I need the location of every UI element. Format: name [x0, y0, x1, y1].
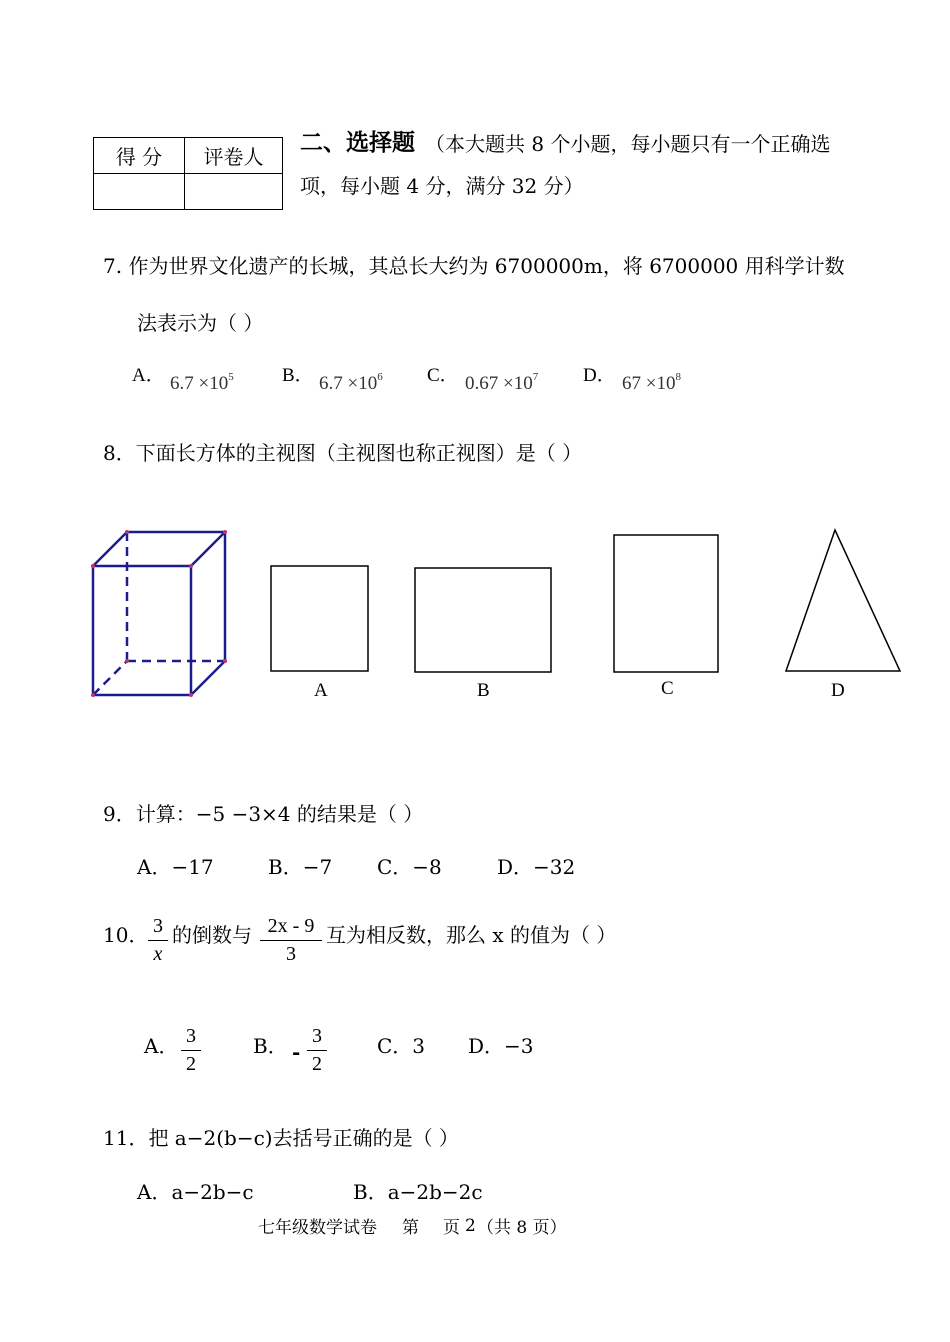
q11-option-a: A．a−2b−c: [137, 1180, 254, 1204]
q7-option-a-label: A．: [132, 365, 165, 386]
q10-fraction-2: 2x - 9 3: [260, 915, 322, 966]
q8-label-c: C: [661, 678, 674, 699]
q8-label-b: B: [477, 680, 490, 701]
q10-option-b-label: B．: [253, 1034, 288, 1058]
section-desc-2: 项，每小题 4 分，满分 32 分）: [300, 174, 584, 198]
q8-label-d: D: [831, 680, 845, 701]
q7-option-b-value: $6.7 \times 10^6$: [319, 371, 383, 394]
q8-shape-c: [614, 535, 718, 672]
q10-option-b-fraction: 3 2: [307, 1025, 327, 1076]
q10-option-d: D．−3: [468, 1034, 534, 1058]
q10-option-b-sign: -: [292, 1040, 301, 1064]
footer-title: 七年级数学试卷: [258, 1218, 377, 1238]
q11-option-b: B．a−2b−2c: [353, 1180, 483, 1204]
q7-text-line2: 法表示为（ ）: [137, 311, 264, 335]
section-title: 二、选择题: [300, 130, 415, 156]
q10-fraction-1: 3 x: [148, 915, 168, 966]
q7-option-b-label: B．: [282, 365, 314, 386]
q7-option-d-label: D．: [583, 365, 616, 386]
q7-option-d-value: $67 \times 10^8$: [622, 371, 681, 394]
q8-shape-b: [415, 568, 551, 672]
q9-text: 9．计算：−5 −3×4 的结果是（ ）: [103, 802, 424, 826]
q10-text-mid: 的倒数与: [172, 923, 252, 947]
q7-option-c-label: C．: [427, 365, 459, 386]
score-header: 得 分: [94, 138, 185, 174]
grader-header: 评卷人: [185, 138, 283, 174]
q10-text-tail: 互为相反数，那么 x 的值为（ ）: [326, 923, 617, 947]
section-desc-1: （本大题共 8 个小题，每小题只有一个正确选: [425, 132, 831, 156]
q9-option-b: B．−7: [268, 855, 333, 879]
q10-option-c: C．3: [377, 1034, 426, 1058]
footer-total-pages: （共 8 页）: [477, 1218, 567, 1238]
q7-text-line1: 7. 作为世界文化遗产的长城，其总长大约为 6700000m，将 6700000 用科学计数: [103, 254, 845, 278]
q10-option-a-label: A．: [144, 1034, 179, 1058]
footer-page-suffix: 页: [443, 1218, 460, 1238]
q11-text: 11．把 a−2(b−c)去括号正确的是（ ）: [103, 1126, 459, 1150]
cuboid-figure: [93, 532, 225, 695]
q9-option-a: A．−17: [137, 855, 214, 879]
q9-option-c: C．−8: [377, 855, 442, 879]
q9-option-d: D．−32: [497, 855, 576, 879]
footer-page-prefix: 第: [402, 1218, 419, 1238]
q8-text: 8．下面长方体的主视图（主视图也称正视图）是（ ）: [103, 441, 583, 465]
q7-option-a-value: $6.7 \times 10^5$: [170, 371, 234, 394]
q10-number: 10．: [103, 923, 149, 947]
q8-shape-d: [786, 530, 900, 671]
q10-option-a-fraction: 3 2: [181, 1025, 201, 1076]
q8-shape-a: [271, 566, 368, 671]
q7-option-c-value: $0.67 \times 10^7$: [465, 371, 539, 394]
q8-label-a: A: [314, 680, 328, 701]
footer-page-number: 2: [465, 1216, 476, 1236]
